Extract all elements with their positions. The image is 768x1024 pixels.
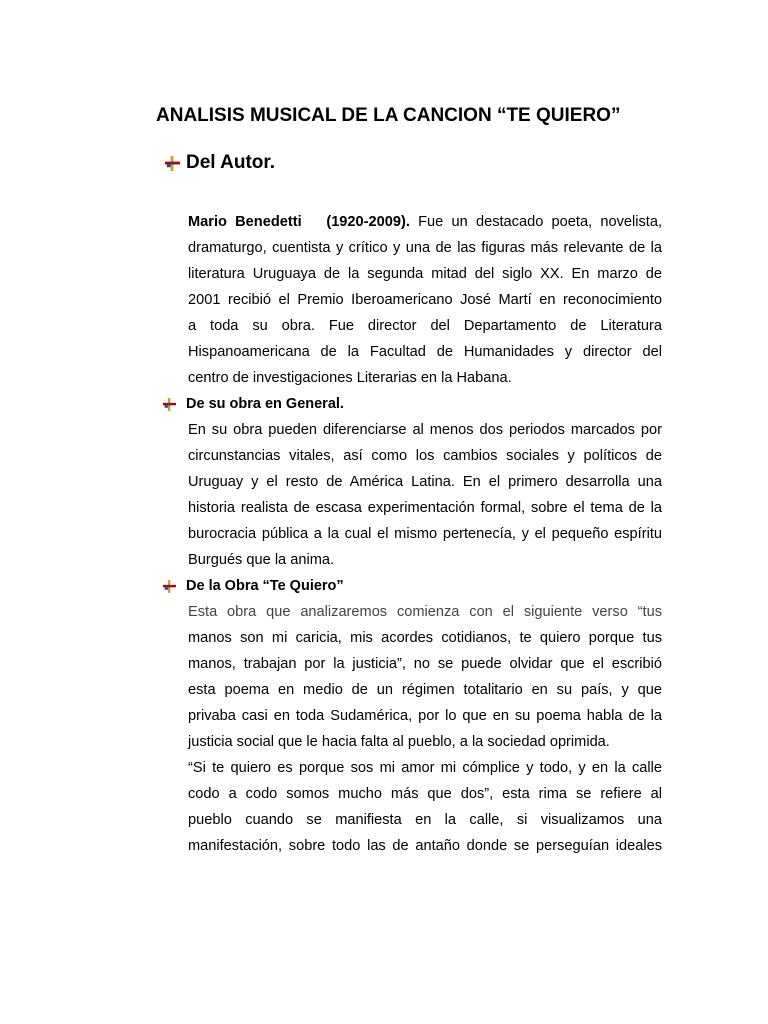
section-work-heading-text: De su obra en General.: [186, 396, 344, 412]
work-paragraph: [188, 417, 662, 573]
author-line-6: Hispanoamericana de la Facultad de Humanidades y director del: [188, 344, 662, 360]
section-song-heading: [163, 578, 344, 594]
song-line-5: privaba casi en toda Sudamérica, por lo que en su poema habla de la: [188, 708, 662, 724]
author-line-7: centro de investigaciones Literarias en la Habana.: [188, 370, 512, 386]
work-line-4: historia realista de escasa experimentación formal, sobre el tema de la: [188, 500, 662, 516]
author-line-1: [188, 209, 662, 235]
work-line-2: circunstancias vitales, así como los cambios sociales y políticos de: [188, 448, 662, 464]
author-line-5: a toda su obra. Fue director del Departamento de Literatura: [188, 318, 662, 334]
section-work-heading: [163, 396, 344, 412]
song-line-1: Esta obra que analizaremos comienza con el siguiente verso “tus: [188, 604, 662, 620]
work-line-3: Uruguay y el resto de América Latina. En el primero desarrolla una: [188, 474, 662, 490]
work-line-1: En su obra pueden diferenciarse al menos dos periodos marcados por: [188, 422, 662, 438]
song-line-6: justicia social que le hacia falta al pueblo, a la sociedad oprimida.: [188, 734, 610, 750]
bullet-icon: [165, 156, 180, 171]
song-paragraph: [188, 599, 662, 859]
bullet-icon: [163, 398, 176, 411]
song-line-2: manos son mi caricia, mis acordes cotidianos, te quiero porque tus: [188, 630, 662, 646]
author-years: (1920-2009).: [326, 214, 410, 230]
author-line-2: dramaturgo, cuentista y crítico y una de las figuras más relevante de la: [188, 240, 662, 256]
author-line-1-text: Fue un destacado poeta, novelista,: [418, 214, 662, 230]
author-name: Mario Benedetti: [188, 214, 302, 230]
section-author-heading-text: Del Autor.: [186, 152, 276, 173]
author-line-3: literatura Uruguaya de la segunda mitad del siglo XX. En marzo de: [188, 266, 662, 282]
author-line-4: 2001 recibió el Premio Iberoamericano José Martí en reconocimiento: [188, 292, 662, 308]
bullet-icon: [163, 580, 176, 593]
author-paragraph: [188, 209, 662, 391]
section-song-heading-text: De la Obra “Te Quiero”: [186, 578, 344, 594]
section-author-heading: [165, 152, 275, 174]
work-line-5: burocracia pública a la cual el mismo pertenecía, y el pequeño espíritu: [188, 526, 662, 542]
song-line-3: manos, trabajan por la justicia”, no se puede olvidar que el escribió: [188, 656, 662, 672]
song-line-9: pueblo cuando se manifiesta en la calle, si visualizamos una: [188, 812, 662, 828]
song-line-7: “Si te quiero es porque sos mi amor mi cómplice y todo, y en la calle: [188, 760, 662, 776]
document-title: ANALISIS MUSICAL DE LA CANCION “TE QUIERO”: [156, 105, 621, 126]
song-line-10: manifestación, sobre todo las de antaño donde se perseguían ideales: [188, 838, 662, 854]
song-line-8: codo a codo somos mucho más que dos”, esta rima se refiere al: [188, 786, 662, 802]
work-line-6: Burgués que la anima.: [188, 552, 335, 568]
song-line-4: esta poema en medio de un régimen totalitario en su país, y que: [188, 682, 662, 698]
